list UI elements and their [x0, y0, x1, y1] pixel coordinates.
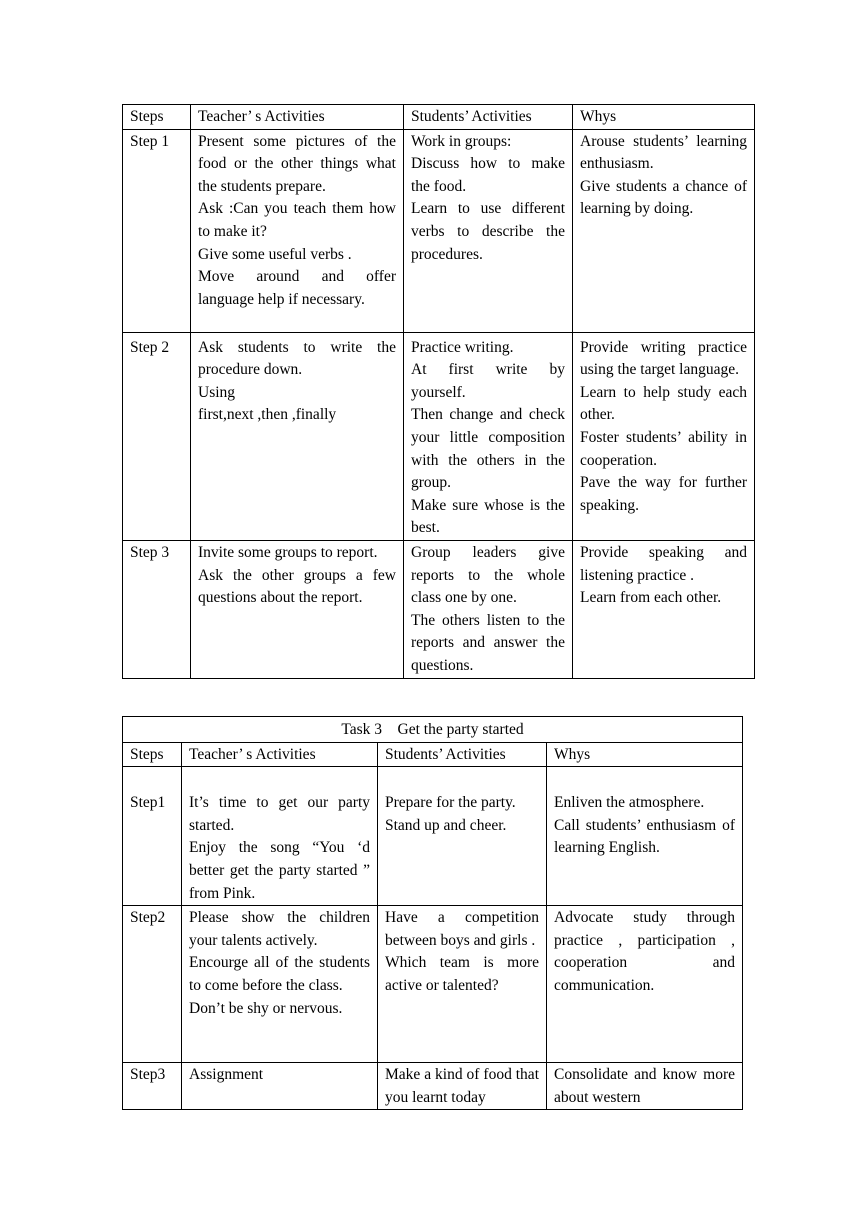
cell-line: Ask students to write the procedure down.: [198, 338, 396, 379]
cell-line: Arouse students’ learning enthusiasm.: [580, 132, 747, 173]
cell-line: Invite some groups to report.: [198, 543, 378, 561]
cell-line: Learn from each other.: [580, 589, 722, 607]
table-header-row: [123, 742, 743, 767]
cell-line: Then change and check your little composition with the others in the group.: [411, 406, 565, 492]
cell-line: Call students’ enthusiasm of learning English.: [554, 816, 736, 857]
step-label: Step 1: [123, 129, 191, 332]
cell-line: Prepare for the party.: [385, 794, 516, 812]
whys-cell: [547, 1063, 743, 1110]
table-row: [123, 767, 743, 906]
cell-line: Foster students’ ability in cooperation.: [580, 428, 747, 469]
cell-line: Practice writing.: [411, 338, 514, 356]
whys-cell: [573, 540, 755, 678]
teacher-activities-cell: [191, 540, 404, 678]
teacher-activities-cell: [182, 1063, 378, 1110]
students-activities-cell: [404, 540, 573, 678]
cell-line: Learn to use different verbs to describe the procedures.: [411, 200, 565, 263]
cell-line: Ask the other groups a few questions about the report.: [198, 566, 396, 607]
steps-table-1: [122, 104, 755, 679]
cell-line: Which team is more active or talented?: [385, 954, 539, 994]
header-steps: Steps: [123, 742, 182, 767]
cell-line: Encourge all of the students to come before the class.: [189, 954, 370, 994]
header-steps: Steps: [123, 105, 191, 130]
cell-line: first,next ,then ,finally: [198, 406, 337, 424]
students-activities-cell: [378, 906, 547, 1063]
cell-line: Ask :Can you teach them how to make it?: [198, 200, 396, 240]
whys-cell: [547, 906, 743, 1063]
cell-line: Give students a chance of learning by doing.: [580, 177, 747, 218]
table-header-row: [123, 105, 755, 130]
task-3-table: [122, 716, 743, 1110]
cell-line: Group leaders give reports to the whole class one by one.: [411, 543, 565, 607]
step-label: Step 3: [123, 540, 191, 678]
header-students-activities: Students’ Activities: [378, 742, 547, 767]
header-whys: Whys: [573, 105, 755, 130]
whys-cell: [573, 129, 755, 332]
cell-line: At first write by yourself.: [411, 361, 565, 401]
cell-line: Learn to help study each other.: [580, 383, 747, 424]
cell-line: Consolidate and know more about western: [554, 1066, 736, 1106]
cell-line: Enjoy the song “You ‘d better get the party started ” from Pink.: [189, 839, 370, 902]
cell-line: Please show the children your talents actively.: [189, 909, 370, 949]
header-whys: Whys: [547, 742, 743, 767]
students-activities-cell: [378, 1063, 547, 1110]
teacher-activities-cell: [182, 767, 378, 906]
cell-line: The others listen to the reports and answer the questions.: [411, 611, 565, 674]
header-teacher-activities: Teacher’ s Activities: [182, 742, 378, 767]
whys-cell: [547, 767, 743, 906]
teacher-activities-cell: [182, 906, 378, 1063]
table-row: [123, 540, 755, 678]
step-label: Step3: [123, 1063, 182, 1110]
cell-line: Present some pictures of the food or the other things what the students prepare.: [198, 132, 396, 195]
step-label: Step2: [123, 906, 182, 1063]
cell-line: Enliven the atmosphere.: [554, 794, 705, 812]
whys-cell: [573, 332, 755, 540]
students-activities-cell: [404, 129, 573, 332]
teacher-activities-cell: [191, 129, 404, 332]
table-caption-row: [123, 717, 743, 743]
cell-line: Stand up and cheer.: [385, 816, 507, 834]
cell-line: Give some useful verbs .: [198, 245, 352, 263]
cell-line: Assignment: [189, 1066, 264, 1084]
cell-line: Pave the way for further speaking.: [580, 474, 747, 514]
cell-line: Using: [198, 383, 236, 401]
table-row: [123, 129, 755, 332]
cell-line: Work in groups:: [411, 132, 512, 150]
step-label: Step 2: [123, 332, 191, 540]
step-label: Step1: [123, 767, 182, 906]
cell-line: Don’t be shy or nervous.: [189, 999, 343, 1017]
teacher-activities-cell: [191, 332, 404, 540]
cell-line: Have a competition between boys and girls .: [385, 909, 539, 949]
cell-line: Advocate study through practice , participation , cooperation and communication.: [554, 909, 736, 994]
header-students-activities: Students’ Activities: [404, 105, 573, 130]
table-row: [123, 906, 743, 1063]
cell-line: Make sure whose is the best.: [411, 496, 565, 537]
students-activities-cell: [378, 767, 547, 906]
task-title: Task 3 Get the party started: [123, 717, 743, 743]
table-row: [123, 332, 755, 540]
cell-line: It’s time to get our party started.: [189, 794, 370, 834]
cell-line: Provide writing practice using the target language.: [580, 338, 747, 379]
cell-line: Move around and offer language help if necessary.: [198, 268, 396, 308]
students-activities-cell: [404, 332, 573, 540]
cell-line: Provide speaking and listening practice .: [580, 543, 747, 584]
cell-line: Discuss how to make the food.: [411, 155, 565, 195]
cell-line: Make a kind of food that you learnt today: [385, 1066, 539, 1106]
header-teacher-activities: Teacher’ s Activities: [191, 105, 404, 130]
table-row: [123, 1063, 743, 1110]
